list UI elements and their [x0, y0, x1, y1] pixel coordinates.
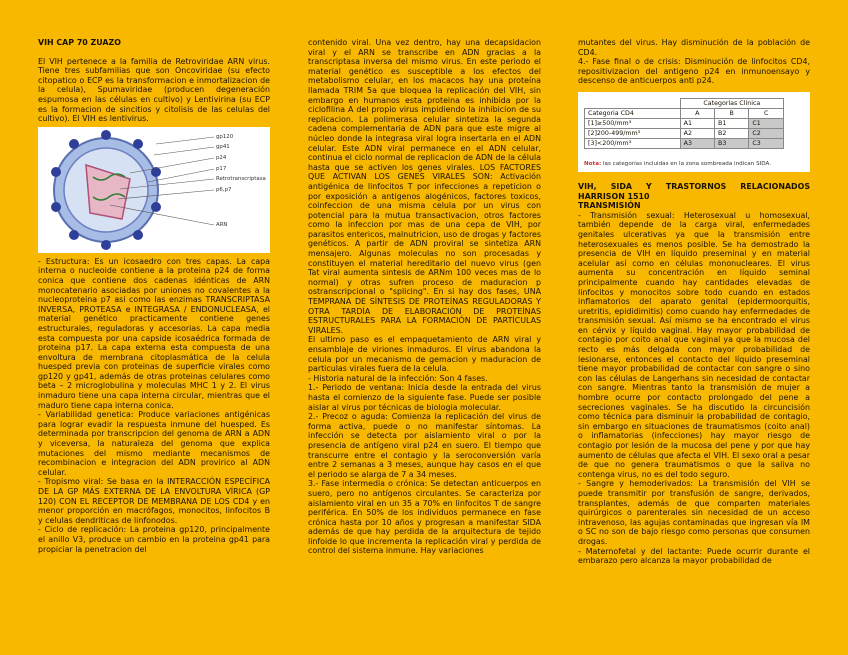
paragraph-estructura: - Estructura: Es un icosaedro con tres capas. La capa interna o nucleoide contiene a la proteina p24 de forma conica que contiene dos cadenas idénticas de ARN monocatenario asociadas por uniones no covalentes a la nucleoproteina p7 asi como las enzimas TRANSCRIPTASA INVERSA, PROTEASA e INTEGRASA / ENDONUCLEASA, el material genético practicamente contiene genes estructurales, reguladoras y accesorias. La capa media esta compuesta por una capside icosaédrica formada de proteina p17. La capa externa esta compuesta de una envoltura de membrana citoplasmática de la celula huesped previa con proteinas de superficie virales como gp120 y gp41, además de otras proteinas celulares como beta – 2 microglobulina y moleculas MHC 1 y 2. El virus inmaduro tiene una capa interna circular, mientras que el maduro tiene capa interna conica. [38, 256, 270, 410]
section-title-harrison: VIH, SIDA Y TRASTORNOS RELACIONADOS HARRISON 1510 [578, 181, 810, 201]
cell: A2 [680, 128, 714, 138]
paragraph-transmision-sexual: - Transmisión sexual: Heterosexual u homosexual, también depende de la carga viral, enfermedades genitales ulcerativas ya que la transmisión entre heterosexuales es menos posible. Se ha demostrado la presencia de VIH en líquido preseminal y en material acelular así como en células mononucleares. El virus aumenta su concentración en líquido seminal principalmente cuando hay cantidades elevadas de linfocitos y monocitos sobre todo cuando en estados inflamatorios del aparato genital (epidermoorquitis, uretritis, epididimitis) como cuando hay enfermedades de transmisión sexual. Así mismo se ha encontrado el virus en cérvix y líquido vaginal. Hay mayor probabilidad de contagio por coito anal que vaginal ya que la mucosa del recto es más delgada con mayor probabilidad de lesionarse, entonces el contacto del líquido preseminal tiene mayor probabilidad de contactar con sangre o sino con las células de Langerhans sin necesidad de contactar con sangre. Mientras tanto la transmisión de mujer a hombre ocurre por contacto prolongado del pene a secreciones vaginales. Se ha discutido la circuncisión como técnica para disminuir la probabilidad de contagio, sin embargo en situaciones de traumatismos (coito anal) o inflamatorias (infecciones) hay mayor riesgo de contagio por lesión de la mucosa del pene y por que hay aumento de células que afecta el VIH. El sexo oral a pesar de que no genera traumatismos o que la saliva no contenga virus, no es del todo seguro. [578, 210, 810, 479]
row-cat: [2]200-499/mm³ [585, 128, 681, 138]
header-cd4: Categoria CD4 [585, 108, 681, 118]
table-header-row [585, 108, 784, 118]
cell-shaded: C1 [749, 118, 784, 128]
header-col-a: A [680, 108, 714, 118]
hiv-structure-illustration [38, 127, 270, 253]
column-3 [578, 38, 810, 566]
cell-shaded: C2 [749, 128, 784, 138]
label-p6-p7: p6,p7 [216, 186, 232, 193]
row-cat: [1]≥500/mm³ [585, 118, 681, 128]
row-cat: [3]<200/mm³ [585, 138, 681, 148]
paragraph-mutantes: mutantes del virus. Hay disminución de la población de CD4. [578, 38, 810, 57]
cell: B1 [715, 118, 749, 128]
header-clinical: Categorías Clínica [680, 98, 783, 108]
table-row [585, 128, 784, 138]
paragraph-tropismo: - Tropismo viral: Se basa en la INTERACCIÓN ESPECÍFICA DE LA GP MÁS EXTERNA DE LA ENVOLTURA VÍRICA (GP 120) CON EL RECEPTOR DE MEMBRANA DE LOS CD4 y en menor proporción en macrófagos, monocitos, linfocitos B y celulas dendriticas de linfonodos. [38, 477, 270, 525]
label-p17: p17 [216, 165, 227, 172]
paragraph-fase-cronica: 3.- Fase intermedia o crónica: Se detectan anticuerpos en suero, pero no antígenos circulantes. Se caracteriza por aislamiento viral en un 35 a 70% en linfocitos T de sangre periférica. En 50% de los individuos permanece en fase crónica hasta por 10 años y progresan a manifestar SIDA además de que hay perdida de la arquitectura de tejido linfoide lo que incrementa la replicación viral y perdida de control del sistema inmune. Hay variaciones [308, 479, 541, 556]
cdc-classification-table [578, 92, 810, 172]
virus-diagram [38, 127, 270, 253]
table-note-label: Nota: [584, 161, 602, 168]
table-row [585, 138, 784, 148]
paragraph-replicacion: contenido viral. Una vez dentro, hay una decapsidacion viral y el ARN se transcribe en ADN gracias a la transcriptasa inversa del mismo virus. En este periodo el material genético es susceptible a los efectos del metabolismo celular, en los macacos hay una proteína llamada TRIM 5a que bloquea la replicación del VIH, sin embargo en humanos esta proteina es inhibida por la ciclofilina A del propio virus impidiendo la inhibicion de su replicacion. La polimerasa celular sintetiza la segunda cadena complementaria de ADN para que este migre al núcleo donde la integrasa viral logra insertarla en el ADN celular. Este ADN viral permanece en el ADN celular, continua el ciclo normal de replicacion de ADN de la célula hasta que se activen los genes virales. LOS FACTORES QUE ACTIVAN LOS GENES VIRALES SON: Activación antigénica de linfocitos T por infecciones a repeticion o por exposición a antigenos alogénicos, factores toxicos, coinfeccion de una misma celula por un virus con potencial para la mutua transactivacion, otros factores como la infeccion por mas de una cepa de VIH, por parasitos entericos, malnutricion, uso de drogas y factores genéticos. A partir de ADN proviral se sintetiza ARN mensajero. Algunas moleculas no son procesadas y constituyen el material hereditario del nuevo virus (gen Tat viral aumenta sintesis de ARNm 100 veces mas de lo normal) y otras sufren proceso de maduracion p ostranscripcional o "splicing". En si hay dos fases, UNA TEMPRANA DE SÍNTESIS DE PROTEÍNAS REGULADORAS Y OTRA TARDÍA DE ELABORACIÓN DE PROTEÍNAS ESTRUCTURALES PARA LA FORMACIÓN DE PARTÍCULAS VIRALES. [308, 38, 541, 335]
paragraph-historia-natural: - Historia natural de la infección: Son 4 fases. [308, 373, 488, 383]
header-col-b: B [715, 108, 749, 118]
doc-title: VIH CAP 70 ZUAZO [38, 38, 121, 47]
paragraph-variabilidad: - Variabilidad genetica: Produce variaciones antigénicas para lograr evadir la respuesta inmune del huesped. Es determinada por transcripcion del genoma de ARN a ADN y viceversa, la naturaleza del genoma que explica mutaciones del mismo mediante mecanismos de recombinacion e integracion del ADN provirico al ADN celular. [38, 410, 270, 477]
header-col-c: C [749, 108, 784, 118]
paragraph-sangre: - Sangre y hemoderivados: La transmisión del VIH se puede transmitir por transfusión de sangre, derivados, transplantes, además de que comparten materiales quirúrgicos o parenterales sin necesidad de un acceso intravenoso, las agujas contaminadas que ingresan vía IM o SC no son de bajo riesgo como personas que consumen drogas. [578, 479, 810, 546]
label-gp120: gp120 [216, 133, 234, 140]
paragraph-intro: El VIH pertenece a la familia de Retroviridae ARN virus. Tiene tres subfamilias que son Oncoviridae (su efecto citopatico o ECP es la transformacion e inmortalizacion de la celula), Spumaviridae (producen degeneración espumosa en las células en cultivo) y Lentivirina (su ECP es la formacion de sincitios y citolisis de las celulas del cultivo). El VIH es lentivirus. [38, 56, 270, 124]
paragraph-fase-ventana: 1.- Periodo de ventana: Inicia desde la entrada del virus hasta el comienzo de la siguiente fase. Puede ser posible aislar al virus por técnicas de biologia molecular. [308, 383, 541, 412]
table-row [585, 118, 784, 128]
cdc-table [584, 98, 784, 149]
table-note [584, 161, 771, 169]
table-header-row [585, 98, 784, 108]
label-p24: p24 [216, 154, 227, 161]
paragraph-empaquetamiento: El ultimo paso es el empaquetamiento de ARN viral y ensamblaje de viriones inmaduros. El virus abandona la celula por un mecanismo de gemacion y maduracion de particulas virales fuera de la celula. [308, 335, 541, 374]
cell-shaded: B3 [715, 138, 749, 148]
label-arn: ARN [216, 221, 228, 228]
cell: B2 [715, 128, 749, 138]
paragraph-fase-aguda: 2.- Precoz o aguda: Comienza la replicación del virus de forma activa, puede o no manifestar síntomas. La infección se detecta por aislamiento viral o por la presencia de antígeno viral p24 en suero. El tiempo que transcurre entre el contagio y la seroconversión varía entre 2 semanas a 3 meses, aunque hay casos en el que el periodo se alarga de 7 a 34 meses. [308, 412, 541, 479]
table-note-text: las categorías incluidas en la zona sombreada indican SIDA. [603, 161, 771, 168]
cell-shaded: C3 [749, 138, 784, 148]
column-2 [308, 38, 541, 556]
paragraph-maternofetal: - Maternofetal y del lactante: Puede ocurrir durante el embarazo pero alcanza la mayor probabilidad de [578, 546, 810, 566]
section-title-transmision: TRANSMISIÓN [578, 201, 641, 211]
label-gp41: gp41 [216, 143, 230, 150]
column-1 [38, 38, 270, 554]
paragraph-ciclo: - Ciclo de replicación: La proteina gp120, principalmente el anillo V3, produce un cambio en la proteina gp41 para propiciar la penetracion del [38, 525, 270, 554]
cell: A1 [680, 118, 714, 128]
cell-shaded: A3 [680, 138, 714, 148]
paragraph-fase-final: 4.- Fase final o de crisis: Disminución de linfocitos CD4, repositivizacion del antigeno p24 en inmunoensayo y descenso de anticuerpos anti p24. [578, 57, 810, 86]
label-retrotranscriptasa: Retrotranscriptasa [216, 175, 266, 182]
